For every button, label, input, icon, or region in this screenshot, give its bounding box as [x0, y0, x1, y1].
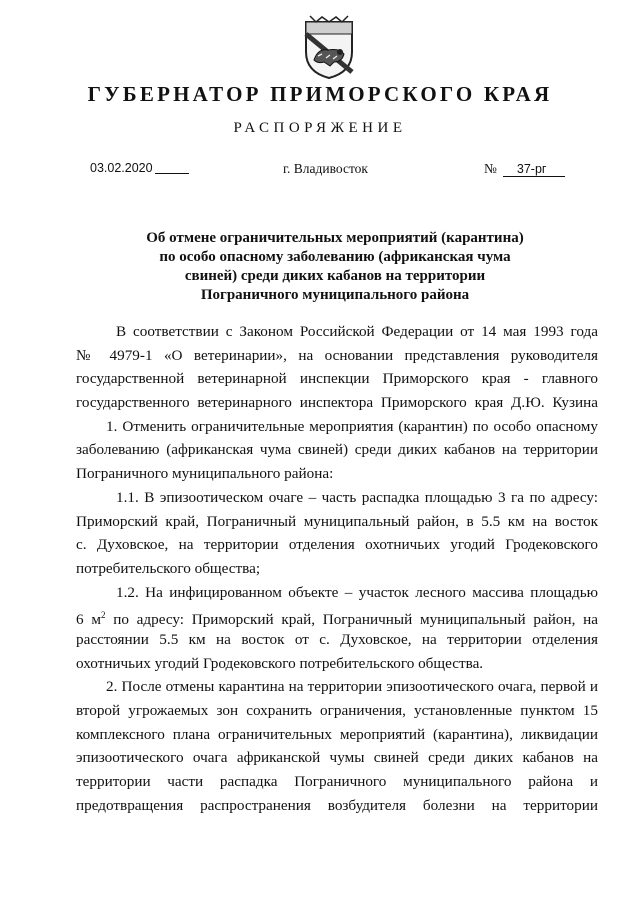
- number-value: 37-рг: [503, 162, 565, 177]
- body-line: потребительского общества;: [76, 559, 261, 577]
- body-line: расстоянии 5.5 км на восток от с. Духовское, на территории отделения: [76, 630, 598, 648]
- date-underline: [155, 173, 189, 174]
- document-date: [90, 161, 189, 175]
- body-line-text: по адресу: Приморский край, Пограничный муниципальный район, на: [105, 611, 598, 629]
- body-line: охотничьих угодий Гродековского потребительского общества.: [76, 654, 484, 672]
- heading-line: свиней) среди диких кабанов на территории: [184, 268, 486, 284]
- body-line: второй угрожаемых зон сохранить ограничения, установленные пунктом 15: [76, 702, 598, 719]
- document-body: [76, 320, 598, 817]
- superscript: 2: [100, 610, 106, 621]
- body-line: с. Духовское, на территории отделения охотничьих угодий Гродековского: [76, 536, 598, 554]
- coat-of-arms-icon: [300, 14, 358, 80]
- document-number: [484, 161, 565, 177]
- body-line: Пограничного муниципального района:: [76, 465, 334, 483]
- body-line: комплексного плана ограничительных мероприятий (карантина), ликвидации: [76, 725, 598, 743]
- body-line: эпизоотического очага африканской чумы свиней среди диких кабанов на: [76, 749, 598, 767]
- body-line: [76, 604, 598, 628]
- body-line: государственной ветеринарной инспекции Приморского края - главного: [76, 370, 598, 388]
- body-line: заболеванию (африканская чума свиней) среди диких кабанов на территории: [76, 441, 598, 459]
- issuer-title: ГУБЕРНАТОР ПРИМОРСКОГО КРАЯ: [87, 82, 553, 106]
- body-line: 1.1. В эпизоотическом очаге – часть распадка площадью 3 га по адресу:: [116, 488, 598, 506]
- body-line: 1. Отменить ограничительные мероприятия (карантин) по особо опасному: [106, 417, 598, 435]
- body-line: № 4979-1 «О ветеринарии», на основании представления руководителя: [76, 346, 598, 364]
- heading-line: Пограничного муниципального района: [200, 287, 470, 303]
- date-value: 03.02.2020: [90, 161, 153, 175]
- heading-line: Об отмене ограничительных мероприятий (карантина): [146, 230, 524, 246]
- document-city: г. Владивосток: [283, 161, 368, 176]
- area-value: 6 м: [76, 611, 101, 629]
- body-line: предотвращения распространения возбудителя болезни на территории: [76, 796, 598, 814]
- body-line: 2. После отмены карантина на территории эпизоотического очага, первой и: [106, 678, 598, 696]
- document-type: РАСПОРЯЖЕНИЕ: [233, 120, 407, 136]
- body-line: 1.2. На инфицированном объекте – участок лесного массива площадью: [116, 583, 598, 601]
- body-line: Приморский край, Пограничный муниципальный район, в 5.5 км на восток: [76, 512, 598, 530]
- body-line: государственного ветеринарного инспектора Приморского края Д.Ю. Кузина: [76, 394, 598, 412]
- body-line: территории части распадка Пограничного муниципального района и: [76, 773, 598, 791]
- body-line: В соответствии с Законом Российской Федерации от 14 мая 1993 года: [116, 323, 598, 340]
- heading-line: по особо опасному заболеванию (африканская чума: [159, 249, 511, 265]
- number-label: №: [484, 161, 497, 176]
- document-heading: [90, 229, 580, 305]
